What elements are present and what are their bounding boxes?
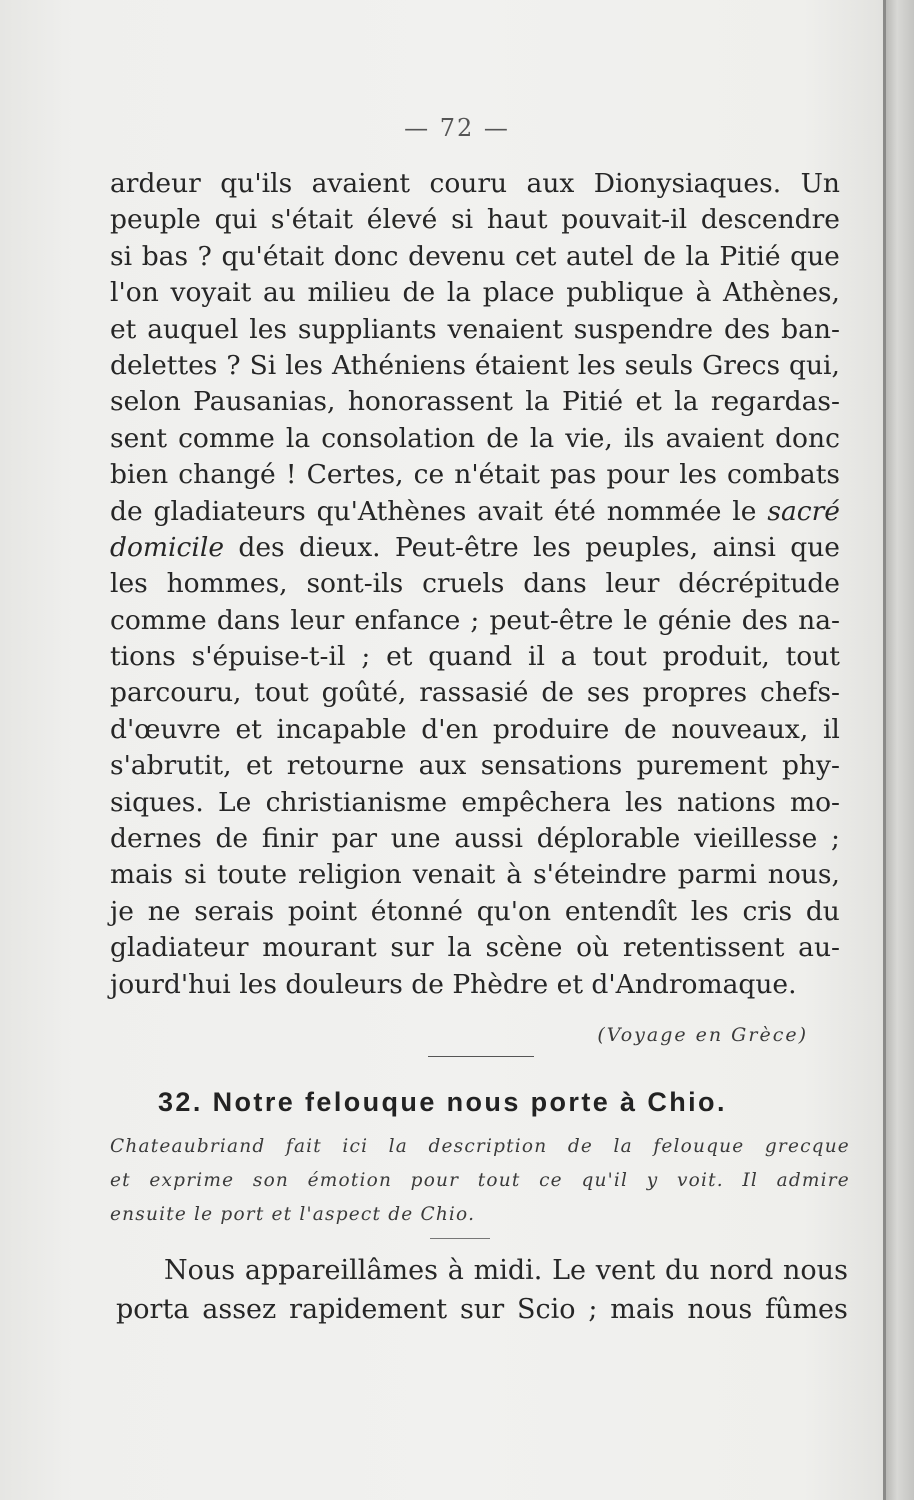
word: aux — [526, 168, 575, 199]
word: gladiateurs — [153, 495, 306, 527]
passage-line — [110, 785, 840, 821]
section-title: 32. Notre felouque nous porte à Chio. — [158, 1087, 727, 1117]
word: du — [665, 1255, 700, 1286]
word: empêchera — [461, 786, 611, 818]
passage-line — [110, 930, 840, 966]
source-citation: (Voyage en Grèce) — [597, 1024, 808, 1046]
word: quand — [428, 641, 513, 673]
word: fûmes — [765, 1294, 848, 1325]
summary-line — [110, 1164, 850, 1198]
section-divider — [428, 1056, 534, 1057]
passage-line — [110, 239, 840, 275]
summary-line: ensuite le port et l'aspect de Chio. — [110, 1204, 476, 1225]
word: Chateaubriand — [110, 1136, 266, 1157]
word: produit, — [662, 641, 770, 673]
word: s'abrutit, — [110, 750, 232, 782]
word: que — [790, 240, 840, 272]
word: tout — [254, 677, 309, 709]
word: retourne — [286, 750, 405, 782]
passage-line — [110, 166, 840, 202]
word: au — [262, 277, 296, 309]
word: parmi — [677, 859, 757, 891]
word: parcouru, — [110, 677, 242, 709]
passage-line — [110, 457, 840, 493]
word: et — [635, 386, 662, 418]
word: Il — [742, 1170, 759, 1191]
word: ainsi — [712, 531, 776, 563]
word: peut-être — [489, 604, 614, 636]
passage-line — [110, 421, 840, 457]
word: ; — [361, 641, 371, 673]
section-summary — [110, 1130, 850, 1232]
passage-line — [110, 312, 840, 348]
word: nouveaux, — [671, 713, 809, 745]
word: retentissent — [622, 932, 785, 964]
passage-line — [110, 275, 840, 311]
section-text-line — [116, 1290, 848, 1329]
word: hommes, — [166, 568, 288, 600]
word: ils — [623, 422, 655, 454]
passage-line — [110, 530, 840, 566]
word: finir — [261, 823, 318, 855]
word: pour — [606, 459, 670, 491]
passage-line — [110, 603, 840, 639]
passage-line — [110, 712, 840, 748]
word: où — [576, 932, 610, 964]
passage-line — [110, 857, 840, 893]
word: ne — [147, 895, 181, 927]
passage-line: jourd'hui les douleurs de Phèdre et d'Andromaque. — [110, 968, 797, 1000]
word: la — [613, 1136, 633, 1157]
passage-line — [110, 821, 840, 857]
word: selon — [110, 386, 181, 418]
word: entendît — [564, 895, 678, 927]
passage-line — [110, 675, 840, 711]
word: avaient — [665, 422, 765, 454]
word: l'on — [110, 277, 159, 309]
word: décrépitude — [678, 568, 840, 600]
word: christianisme — [265, 786, 448, 818]
word: pas — [549, 459, 597, 491]
word: admire — [776, 1170, 850, 1191]
word: Le — [552, 1255, 587, 1286]
word: de — [541, 677, 574, 709]
word: à — [506, 859, 523, 891]
word: tout — [477, 1170, 521, 1191]
word: fait — [285, 1136, 322, 1157]
word: leur — [290, 604, 345, 636]
word: les — [533, 531, 571, 563]
word: seuls — [624, 349, 694, 381]
word: que — [790, 531, 840, 563]
word: cet — [515, 240, 557, 272]
word: de — [110, 495, 143, 527]
word: cruels — [422, 568, 505, 600]
word: Grecs — [702, 349, 781, 381]
word: la — [685, 240, 710, 272]
word: d'œuvre — [110, 713, 221, 745]
word: peuple — [110, 204, 201, 236]
word: sont-ils — [306, 568, 404, 600]
summary-divider — [430, 1238, 490, 1239]
word: il — [528, 641, 545, 673]
word: enfance — [354, 604, 461, 636]
word: le — [623, 604, 648, 636]
word: ce — [413, 459, 445, 491]
word: haut — [486, 204, 548, 236]
word: descendre — [700, 204, 840, 236]
word: les — [577, 349, 616, 381]
word: leur — [605, 568, 660, 600]
word: Certes, — [306, 459, 404, 491]
word: de — [567, 1136, 594, 1157]
word: sent — [110, 422, 167, 454]
word: ardeur — [110, 168, 201, 199]
word: à — [447, 1255, 464, 1286]
section-text-line — [116, 1251, 848, 1290]
word: comme — [110, 604, 207, 636]
word: aux — [418, 750, 467, 782]
word: autel — [565, 240, 634, 272]
word: avaient — [311, 168, 411, 199]
word: point — [287, 895, 357, 927]
word: dans — [523, 568, 587, 600]
word: tions — [110, 641, 176, 673]
word: venaient — [447, 313, 563, 345]
word: n'était — [454, 459, 540, 491]
word: changé — [178, 459, 276, 491]
passage-line — [110, 566, 840, 602]
word: devenu — [408, 240, 506, 272]
word: la — [446, 277, 472, 309]
word: les — [625, 786, 663, 818]
word: qui — [214, 204, 258, 236]
word: et — [235, 713, 262, 745]
word: les — [285, 349, 323, 381]
word: et — [110, 313, 137, 345]
word: venait — [412, 859, 496, 891]
word: qu'Athènes — [316, 495, 467, 527]
word: dieux. — [299, 531, 381, 563]
word: rapidement — [289, 1294, 448, 1325]
word: scène — [485, 932, 563, 964]
word: Dionysiaques. — [593, 168, 782, 199]
word: toute — [217, 859, 288, 891]
word: Scio — [516, 1294, 576, 1325]
word: Pitié — [719, 240, 781, 272]
word: vieillesse — [694, 823, 818, 855]
word: comme — [178, 422, 275, 454]
word: et — [245, 750, 273, 782]
passage-line — [110, 639, 840, 675]
word: ? — [226, 349, 241, 381]
word: la — [529, 422, 555, 454]
word: qui, — [789, 349, 840, 381]
word: à — [695, 277, 712, 309]
word: qu'on — [476, 895, 552, 927]
word: mourant — [262, 932, 377, 964]
word: exprime — [149, 1170, 235, 1191]
word: bas — [141, 240, 189, 272]
word: nommée — [606, 495, 722, 527]
word: publique — [566, 277, 684, 309]
word: couru — [429, 168, 508, 199]
word: la — [285, 422, 311, 454]
word: goûté, — [321, 677, 407, 709]
word: tout — [592, 641, 647, 673]
word: la — [525, 386, 550, 418]
word: avait — [477, 495, 543, 527]
word: grecque — [764, 1136, 850, 1157]
word: Pausanias, — [193, 386, 336, 418]
word: honorassent — [347, 386, 513, 418]
word: milieu — [307, 277, 391, 309]
word: religion — [297, 859, 402, 891]
word: ; — [831, 823, 840, 855]
word: Athènes, — [723, 277, 840, 309]
word: qu'il — [581, 1170, 629, 1191]
word: Un — [800, 168, 840, 199]
word: purement — [636, 750, 768, 782]
word: de — [215, 823, 249, 855]
passage-line — [110, 202, 840, 238]
word: sur — [459, 1294, 505, 1325]
word: des — [741, 604, 789, 636]
word: ses — [586, 677, 630, 709]
word: phy- — [781, 750, 840, 782]
word: son — [252, 1170, 290, 1191]
word: delettes — [110, 349, 218, 381]
word: dans — [216, 604, 281, 636]
word: midi. — [473, 1255, 543, 1286]
word: description — [428, 1136, 548, 1157]
word: regardas- — [710, 386, 840, 418]
word: porta — [116, 1294, 190, 1325]
section-text — [116, 1251, 848, 1329]
word: nous — [687, 1294, 753, 1325]
word: une — [390, 823, 441, 855]
word: y — [646, 1170, 659, 1191]
word: je — [110, 895, 134, 927]
word: qu'ils — [220, 168, 293, 199]
word: suspendre — [573, 313, 714, 345]
word: vent — [595, 1255, 656, 1286]
word: la — [388, 1136, 409, 1157]
word: si — [451, 204, 474, 236]
word: chefs- — [760, 677, 840, 709]
word: mo- — [789, 786, 840, 818]
passage-line — [110, 894, 840, 930]
word: nord — [709, 1255, 774, 1286]
page-edge-shadow — [886, 0, 914, 1500]
passage-line — [110, 748, 840, 784]
passage-line — [110, 494, 840, 530]
word: le — [732, 495, 757, 527]
word: siques. — [110, 786, 204, 818]
word: peuples, — [585, 531, 699, 563]
word: suppliants — [297, 313, 437, 345]
word: pouvait-il — [561, 204, 688, 236]
word: Nous — [164, 1255, 236, 1286]
word: a — [560, 641, 577, 673]
word: et — [386, 641, 413, 673]
word: combats — [727, 459, 840, 491]
word: Peut-être — [394, 531, 519, 563]
word: et — [110, 1170, 131, 1191]
word: cris — [742, 895, 793, 927]
word: assez — [202, 1294, 277, 1325]
word: il — [822, 713, 840, 745]
word: du — [805, 895, 840, 927]
word: si — [183, 859, 207, 891]
word: Pitié — [561, 386, 624, 418]
word: nous — [783, 1255, 848, 1286]
word: appareillâmes — [244, 1255, 438, 1286]
word: nations — [677, 786, 776, 818]
word: serais — [194, 895, 275, 927]
passage-line — [110, 384, 840, 420]
word: consolation — [321, 422, 476, 454]
word: domicile — [110, 531, 224, 563]
word: la — [674, 386, 699, 418]
word: sensations — [480, 750, 623, 782]
word: ; — [588, 1294, 598, 1325]
word: de — [486, 422, 519, 454]
word: des — [238, 531, 285, 563]
word: s'était — [270, 204, 354, 236]
word: vie, — [565, 422, 613, 454]
page-edge-line — [883, 0, 886, 1500]
word: élevé — [366, 204, 438, 236]
word: place — [482, 277, 555, 309]
page-number: — 72 — — [404, 114, 510, 142]
word: ? — [197, 240, 212, 272]
word: des — [723, 313, 771, 345]
word: gladiateur — [110, 932, 249, 964]
word: les — [110, 568, 148, 600]
word: les — [679, 459, 717, 491]
word: si — [110, 240, 133, 272]
word: bien — [110, 459, 169, 491]
word: dernes — [110, 823, 202, 855]
word: les — [249, 313, 287, 345]
passage-line — [110, 348, 840, 384]
word: donc — [775, 422, 840, 454]
word: la — [447, 932, 472, 964]
word: ce — [539, 1170, 563, 1191]
word: émotion — [307, 1170, 393, 1191]
word: déplorable — [536, 823, 681, 855]
word: qu'était — [221, 240, 325, 272]
word: ! — [285, 459, 297, 491]
word: mais — [610, 1294, 675, 1325]
word: auquel — [147, 313, 239, 345]
word: Le — [218, 786, 252, 818]
word: felouque — [653, 1136, 745, 1157]
word: nous, — [767, 859, 840, 891]
word: étonné — [370, 895, 463, 927]
word: de — [624, 713, 657, 745]
word: été — [553, 495, 596, 527]
word: de — [402, 277, 436, 309]
word: s'épuise-t-il — [191, 641, 346, 673]
word: na- — [798, 604, 840, 636]
word: étaient — [474, 349, 569, 381]
word: pour — [410, 1170, 460, 1191]
word: d'en — [421, 713, 479, 745]
word: donc — [333, 240, 399, 272]
word: rassasié — [419, 677, 529, 709]
word: ban- — [781, 313, 840, 345]
word: Si — [249, 349, 277, 381]
word: produire — [492, 713, 610, 745]
word: tout — [785, 641, 840, 673]
word: s'éteindre — [533, 859, 667, 891]
word: génie — [657, 604, 732, 636]
word: voit. — [676, 1170, 724, 1191]
word: par — [331, 823, 377, 855]
passage-text — [110, 166, 840, 1003]
word: mais — [110, 859, 174, 891]
word: les — [690, 895, 729, 927]
word: propres — [642, 677, 748, 709]
word: sur — [390, 932, 434, 964]
word: Athéniens — [331, 349, 466, 381]
word: sacré — [767, 495, 840, 527]
word: ici — [342, 1136, 369, 1157]
summary-line — [110, 1130, 850, 1164]
word: incapable — [276, 713, 407, 745]
word: de — [643, 240, 676, 272]
word: ; — [470, 604, 480, 636]
word: aussi — [454, 823, 523, 855]
word: voyait — [170, 277, 252, 309]
word: au- — [798, 932, 840, 964]
